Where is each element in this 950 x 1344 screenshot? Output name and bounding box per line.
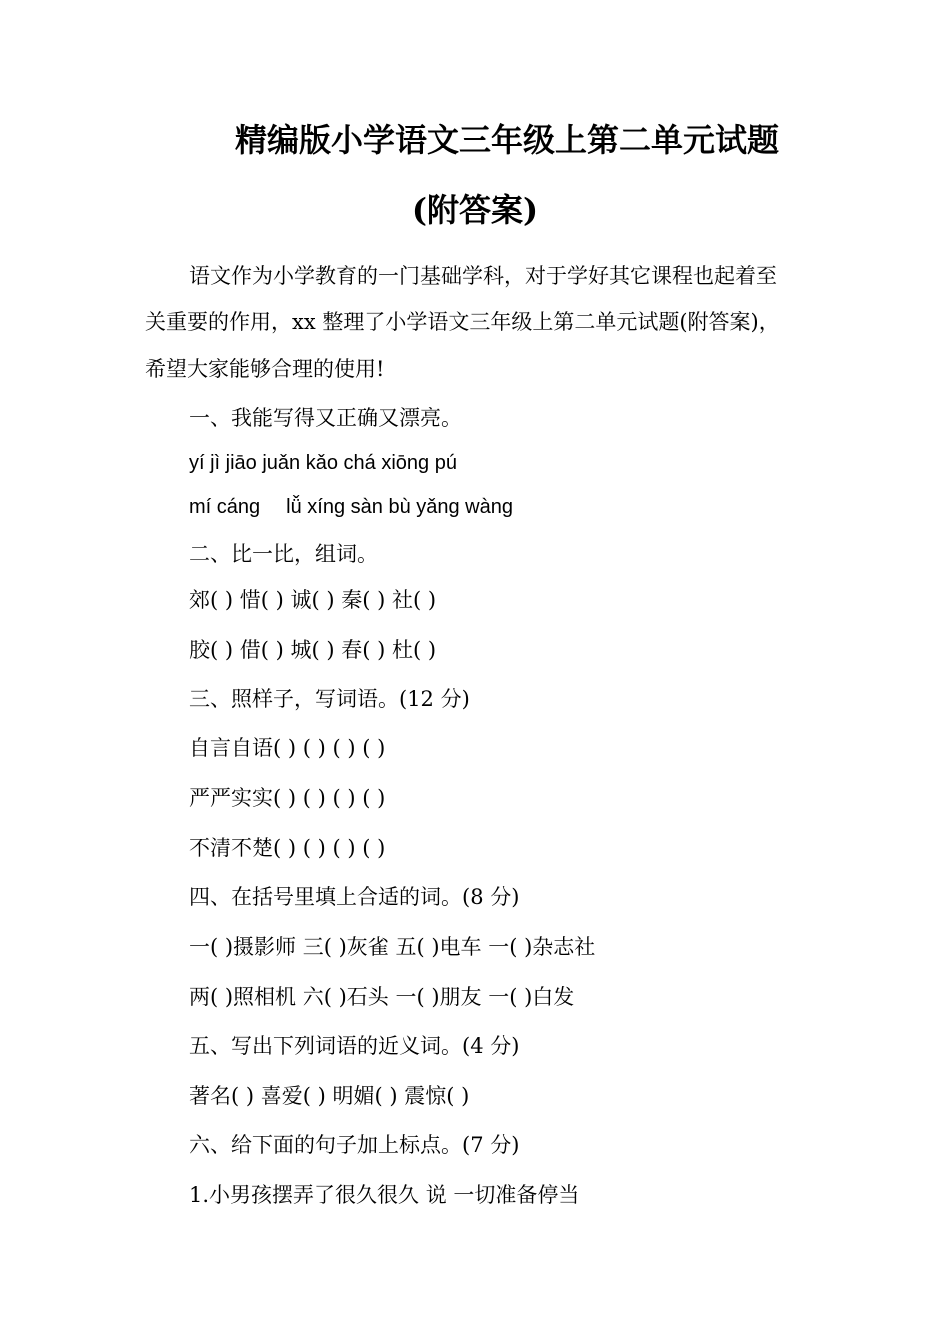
section-4-line-2: 两( )照相机 六( )石头 一( )朋友 一( )白发 xyxy=(189,985,575,1009)
section-6-heading: 六、给下面的句子加上标点。(7 分) xyxy=(189,1133,520,1157)
section-1-pinyin-line-1: yí jì jiāo juǎn kǎo chá xiōng pú xyxy=(189,452,457,474)
section-2-line-1: 郊( ) 惜( ) 诚( ) 秦( ) 社( ) xyxy=(189,588,437,612)
section-1-pinyin-line-2 xyxy=(189,495,513,519)
intro-line-3: 希望大家能够合理的使用! xyxy=(145,357,385,381)
intro-line-1: 语文作为小学教育的一门基础学科，对于学好其它课程也起着至 xyxy=(189,264,777,288)
section-2-line-2: 胶( ) 借( ) 城( ) 春( ) 杜( ) xyxy=(189,638,437,662)
pinyin-group-a: mí cáng xyxy=(189,496,261,518)
section-3-heading: 三、照样子，写词语。(12 分) xyxy=(189,687,470,711)
section-3-line-3: 不清不楚( ) ( ) ( ) ( ) xyxy=(189,836,386,860)
section-5-line-1: 著名( ) 喜爱( ) 明媚( ) 震惊( ) xyxy=(189,1084,470,1108)
pinyin-group-b: lǚ xíng sàn bù yǎng wàng xyxy=(286,496,513,518)
section-4-line-1: 一( )摄影师 三( )灰雀 五( )电车 一( )杂志社 xyxy=(189,935,596,959)
section-3-line-1: 自言自语( ) ( ) ( ) ( ) xyxy=(189,736,386,760)
section-3-line-2: 严严实实( ) ( ) ( ) ( ) xyxy=(189,786,386,810)
document-title: 精编版小学语文三年级上第二单元试题 xyxy=(234,121,779,159)
section-4-heading: 四、在括号里填上合适的词。(8 分) xyxy=(189,885,520,909)
section-5-heading: 五、写出下列词语的近义词。(4 分) xyxy=(189,1034,520,1058)
section-1-heading: 一、我能写得又正确又漂亮。 xyxy=(189,406,462,430)
section-6-line-1: 1.小男孩摆弄了很久很久 说 一切准备停当 xyxy=(189,1183,580,1207)
intro-line-2: 关重要的作用，xx 整理了小学语文三年级上第二单元试题(附答案)， xyxy=(145,310,780,334)
document-subtitle: (附答案) xyxy=(411,191,539,229)
section-2-heading: 二、比一比，组词。 xyxy=(189,542,378,566)
